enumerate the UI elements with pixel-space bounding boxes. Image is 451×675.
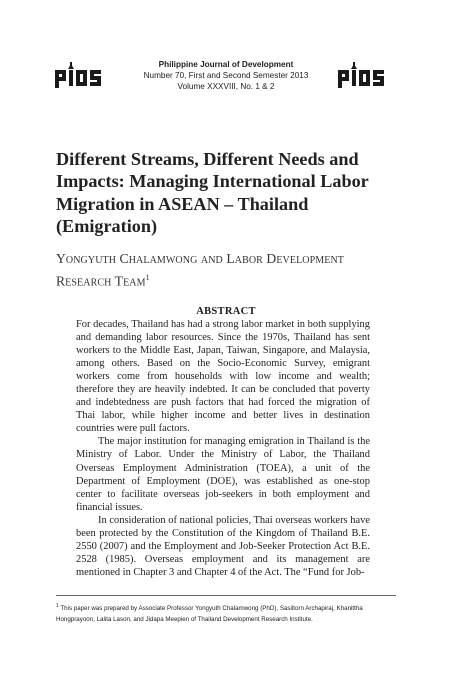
journal-issue: Number 70, First and Second Semester 2013 [143,71,309,80]
pids-logo-left [54,62,112,88]
author-footnote-marker: 1 [145,273,150,282]
abstract-paragraph: For decades, Thailand has had a strong labor market in both supplying and demanding labor resources. Since the 1970s, Thailand has sent workers to the Middle East, Japan, Taiwan, Singapore, and Malaysia, among others. Based on the Socio-Economic Survey, emigrant workers come from households with low income and wealth; therefore they are heavily indebted. It can be concluded that poverty and indebtedness are push factors that had forced the migration of Thai labor, while higher income and better lives in destination countries were pull factors. [76,319,370,435]
article-title: Different Streams, Different Needs and Impacts: Managing International Labor Migration in ASEAN – Thailand (Emigration) [56,149,369,237]
footnote [56,601,396,625]
abstract-paragraph: The major institution for managing emigration in Thailand is the Ministry of Labor. Under the Ministry of Labor, the Thailand Overseas Employment Administration (TOEA), a unit of the Department of Employment (DOE), was established as one-stop center to facilitate overseas job-seekers in both employment and financial issues. [76,436,370,513]
abstract-body [76,318,370,579]
pids-logo-icon [54,62,112,88]
authors-text: Yongyuth Chalamwong and Labor Development Research Team [56,251,345,289]
footnote-marker: 1 [56,603,59,609]
footnote-divider [56,595,396,596]
article-authors [56,249,396,291]
abstract-heading: ABSTRACT [196,306,256,317]
journal-volume: Volume XXXVIII, No. 1 & 2 [177,82,275,91]
pids-logo-icon [337,62,395,88]
journal-name: Philippine Journal of Development [158,60,294,69]
abstract-paragraph: In consideration of national policies, Thai overseas workers have been protected by the Constitution of the Kingdom of Thailand B.E. 2550 (2007) and the Employment and Job-Seeker Protection Act B.E. 2528 (1985). Overseas employment and its management are mentioned in Chapter 3 and Chapter 4 of the Act. The “Fund for Job- [76,514,370,578]
footnote-text: This paper was prepared by Associate Professor Yongyuth Chalamwong (PhD), Sasiltorn Archapiraj, Khanittha Hongprayoon, Lalita Lason, and Jidapa Meepien of Thailand Development Research Institute. [56,605,363,623]
pids-logo-right [337,62,395,88]
